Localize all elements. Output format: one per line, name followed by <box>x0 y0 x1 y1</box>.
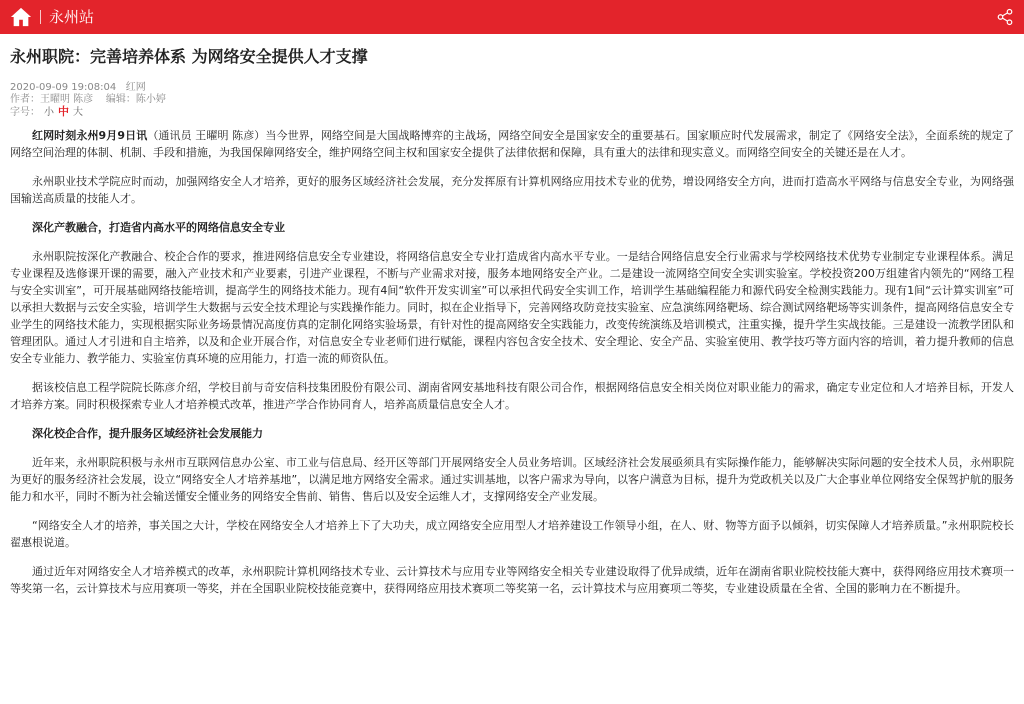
article-meta-authors <box>10 94 1014 106</box>
font-size-large-button[interactable]: 大 <box>73 107 83 118</box>
section-heading: 深化产教融合，打造省内高水平的网络信息安全专业 <box>32 221 285 234</box>
lead-dateline: 红网时刻永州9月9日讯 <box>32 129 148 142</box>
top-bar <box>0 0 1024 34</box>
lead-text: （通讯员 王曜明 陈彦）当今世界，网络空间是大国战略博弈的主战场，网络空间安全是国家安全的重要基石。国家顺应时代发展需求，制定了《网络安全法》，全面系统的规定了网络空间治理的体制、机制、手段和措施，为我国保障网络安全，维护网络空间主权和国家安全提供了法律依据和保障，具有重大的法律和现实意义。而网络空间安全的关键还是在人才。 <box>10 129 1014 159</box>
article-title: 永州职院：完善培养体系 为网络安全提供人才支撑 <box>10 47 368 66</box>
article-paragraph-lead <box>10 127 1014 161</box>
author-label: 作者： <box>10 94 40 105</box>
article-paragraph: 永州职业技术学院应时而动，加强网络安全人才培养，更好的服务区域经济社会发展，充分发挥原有计算机网络应用技术专业的优势，增设网络安全方向，进而打造高水平网络与信息安全专业，为网络强国输送高质量的技能人才。 <box>10 175 1014 205</box>
section-heading: 深化校企合作，提升服务区域经济社会发展能力 <box>32 427 263 440</box>
font-size-label: 字号： <box>10 107 40 118</box>
article-authors: 王曜明 陈彦 <box>40 94 94 105</box>
publish-date: 2020-09-09 19:08:04 <box>10 82 117 93</box>
article-meta-date <box>10 82 1014 94</box>
article-paragraph: 据该校信息工程学院院长陈彦介绍，学校目前与奇安信科技集团股份有限公司、湖南省网安基地科技有限公司合作，根据网络信息安全相关岗位对职业能力的需求，确定专业定位和人才培养目标，开发人才培养方案。同时积极探索专业人才培养模式改革，推进产学合作协同育人，培养高质量信息安全人才。 <box>10 381 1014 411</box>
font-size-small-button[interactable]: 小 <box>44 107 54 118</box>
article-paragraph: 近年来，永州职院积极与永州市互联网信息办公室、市工业与信息局、经开区等部门开展网络安全人员业务培训。区域经济社会发展亟须具有实际操作能力，能够解决实际问题的安全技术人员，永州职院为更好的服务经济社会发展，设立“网络安全人才培养基地”，以满足地方网络安全需求。通过实训基地，以客户需求为导向，以客户满意为目标，提升为党政机关以及广大企事业单位网络安全保驾护航的服务能力和水平，同时不断为社会输送懂安全懂业务的网络安全售前、销售、售后以及安全运维人才，支撑网络安全产业发展。 <box>10 456 1014 503</box>
header-divider <box>40 10 41 24</box>
home-icon[interactable] <box>10 6 32 28</box>
font-size-selector <box>10 106 1014 119</box>
article-paragraph: 通过近年对网络安全人才培养模式的改革，永州职院计算机网络技术专业、云计算技术与应用专业等网络安全相关专业建设取得了优异成绩，近年在湖南省职业院校技能大赛中，获得网络应用技术赛项一等奖第一名，云计算技术与应用赛项一等奖，并在全国职业院校技能竞赛中，获得网络应用技术赛项二等奖第一名，云计算技术与应用赛项二等奖，专业建设质量在全省、全国的影响力在不断提升。 <box>10 565 1014 595</box>
share-icon[interactable] <box>996 8 1014 26</box>
site-name[interactable]: 永州站 <box>49 8 95 26</box>
article-source: 红网 <box>125 82 146 93</box>
article-editor: 陈小婷 <box>135 94 166 105</box>
font-size-medium-button[interactable]: 中 <box>58 105 69 118</box>
article-paragraph: 永州职院按深化产教融合、校企合作的要求，推进网络信息安全专业建设，将网络信息安全专业打造成省内高水平专业。一是结合网络信息安全行业需求与学校网络技术优势专业制定专业课程体系。满足专业课程及选修课开课的需要，融入产业技术和产业要素，引进产业课程，不断与产业需求对接，服务本地网络安全产业。二是建设一流网络空间安全实训实验室。学校投资200万组建省内领先的“网络工程与安全实训室”，可开展基础网络技能培训，提高学生的网络技术能力。现有4间“软件开发实训室”可以承担代码安全实训工作，培训学生基础编程能力和源代码安全检测实践能力。现有1间“云计算实训室”可以承担大数据与云安全实验，培训学生大数据与云安全技术理论与实践操作能力。同时，拟在企业指导下，完善网络攻防竞技实验室、应急演练网络靶场、综合测试网络靶场等实训条件，提高网络信息安全专业学生的网络技术能力，实现根据实际业务场景情况高度仿真的定制化网络实验场景，有针对性的提高网络安全实践能力，改变传统演练及培训模式，注重实操，提升学生实战技能。三是建设一流教学团队和管理团队。通过人才引进和自主培养，以及和企业开展合作，对信息安全专业老师们进行赋能，课程内容包含安全技术、安全理论、安全产品、实验室使用、教学技巧等方面内容的培训，着力提升教师的信息安全专业能力、教学能力、实验室仿真环境的应用能力，打造一流的师资队伍。 <box>10 250 1014 365</box>
article-container <box>0 34 1024 597</box>
article-body <box>10 127 1014 597</box>
editor-label: 编辑： <box>105 94 136 105</box>
article-quote-paragraph: “网络安全人才的培养，事关国之大计，学校在网络安全人才培养上下了大功夫，成立网络安全应用型人才培养建设工作领导小组，在人、财、物等方面予以倾斜，切实保障人才培养质量。”永州职院校长翟惠根说道。 <box>10 519 1014 549</box>
